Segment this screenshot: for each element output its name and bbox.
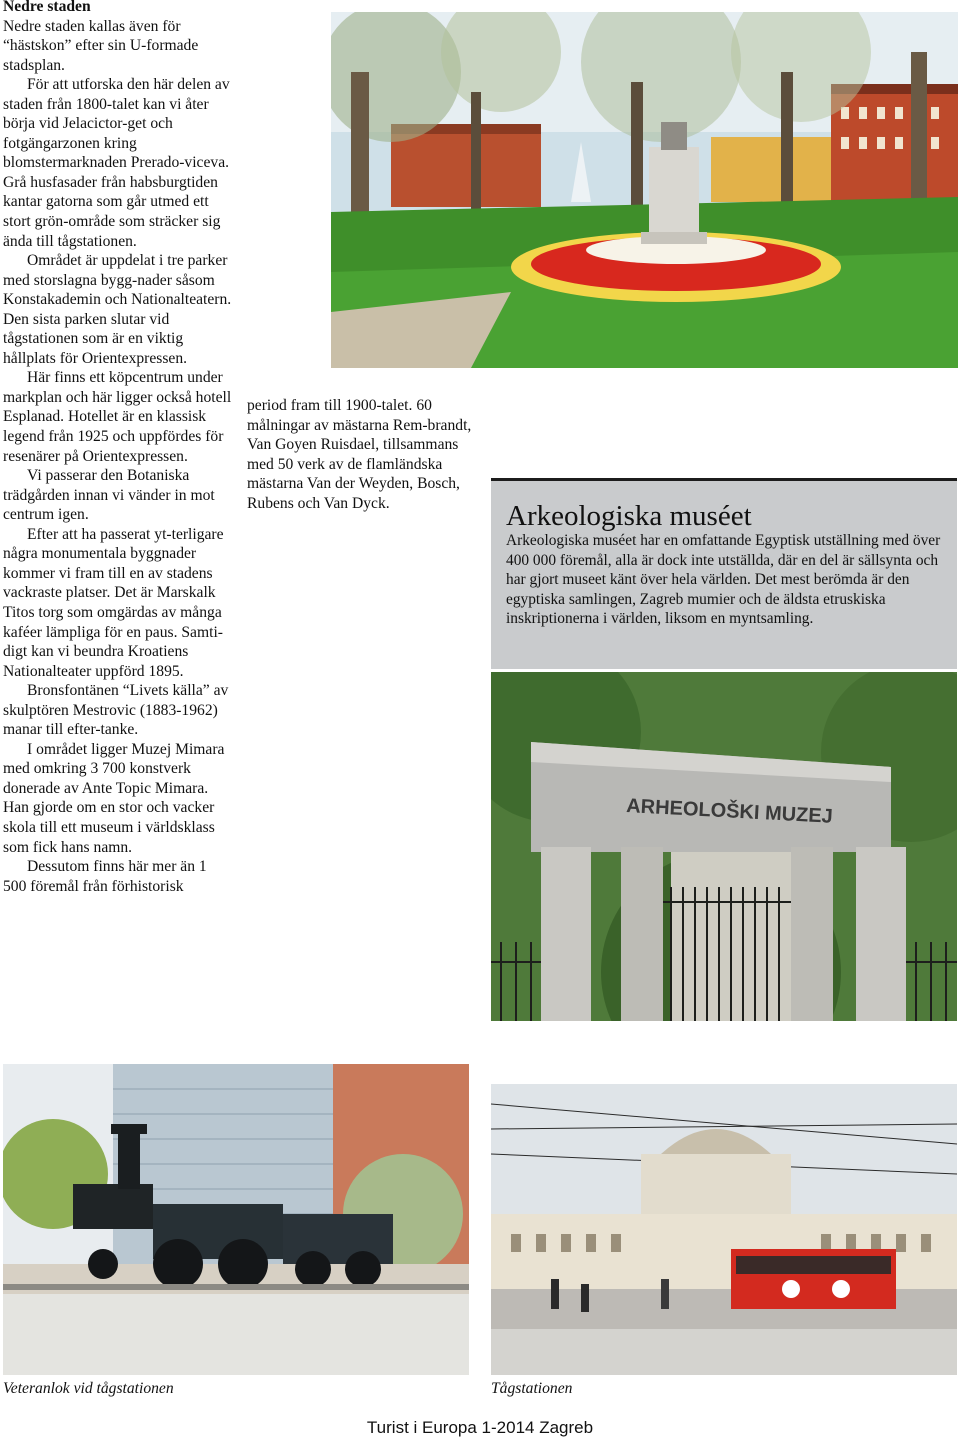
caption-station: Tågstationen [491,1380,573,1397]
infobox-title: Arkeologiska muséet [506,500,752,532]
article-column-left [3,0,233,896]
article-paragraph-2: För att utforska den här delen av staden från 1800-talet kan vi åter börja vid Jelacictor-get och fotgängarzonen kring blomstermarknaden Prerado-viceva. Grå husfasader från habsburgtiden kantar gatorna som går utmed ett stort grön-område som sträcker sig ända till tågstationen. [3,76,230,250]
museum-sign-text: ARHEOLOŠKI MUZEJ [625,795,834,828]
museum-photo [491,672,957,1021]
museum-infobox [491,478,957,669]
page-footer: Turist i Europa 1-2014 Zagreb [366,1418,594,1437]
article-continuation: period fram till 1900-talet. 60 målningar av mästarna Rem-brandt, Van Goyen Ruisdael, tillsammans med 50 verk av de flamländska mästarna Van der Weyden, Bosch, Rubens och Van Dyck. [247,397,472,512]
article-heading: Nedre staden [3,0,91,15]
article-paragraph-1: Nedre staden kallas även för “hästskon” efter sin U-formade stadsplan. [3,17,199,74]
article-paragraph-6: Efter att ha passerat yt-terligare några monumentala byggnader kommer vi fram till en av stadens vackraste platser. Det är Marskalk Titos torg som omgärdas av många kaféer lämpliga för en paus. Samti-digt kan vi beundra Kroatiens Nationalteater uppförd 1895. [3,525,224,680]
caption-locomotive: Veteranlok vid tågstationen [3,1380,174,1397]
park-photo [331,12,958,368]
article-column-middle [247,396,479,513]
infobox-body: Arkeologiska muséet har en omfattande Egyptisk utställning med över 400 000 föremål, alla är dock inte utställda, där en del är sällsynta och har gjort museet känt över hela världen. Det mest berömda är den egyptiska samlingen, Zagreb mumier och de äldsta etruskiska inskriptionerna i världen, liksom en myntsamling. [506,532,941,628]
article-paragraph-3: Området är uppdelat i tre parker med storslagna bygg-nader såsom Konstakademin och Nationalteatern. Den sista parken slutar vid tågstationen som är en viktig hållplats för Orientexpressen. [3,252,232,367]
article-paragraph-5: Vi passerar den Botaniska trädgården innan vi vänder in mot centrum igen. [3,467,215,524]
article-paragraph-4: Här finns ett köpcentrum under markplan och här ligger också hotell Esplanad. Hotellet är en klassisk legend från 1925 och uppfördes för resenärer på Orientexpressen. [3,369,232,465]
locomotive-photo [3,1064,469,1375]
article-paragraph-7: Bronsfontänen “Livets källa” av skulptören Mestrovic (1883-1962) manar till efter-tanke. [3,682,229,739]
article-paragraph-8: I området ligger Muzej Mimara med omkring 3 700 konstverk donerade av Ante Topic Mimara. Han gjorde om en stor och vacker skola till ett museum i världsklass som fick hans namn. [3,740,225,856]
station-photo [491,1084,957,1375]
article-paragraph-9: Dessutom finns här mer än 1 500 föremål från förhistorisk [3,858,207,895]
